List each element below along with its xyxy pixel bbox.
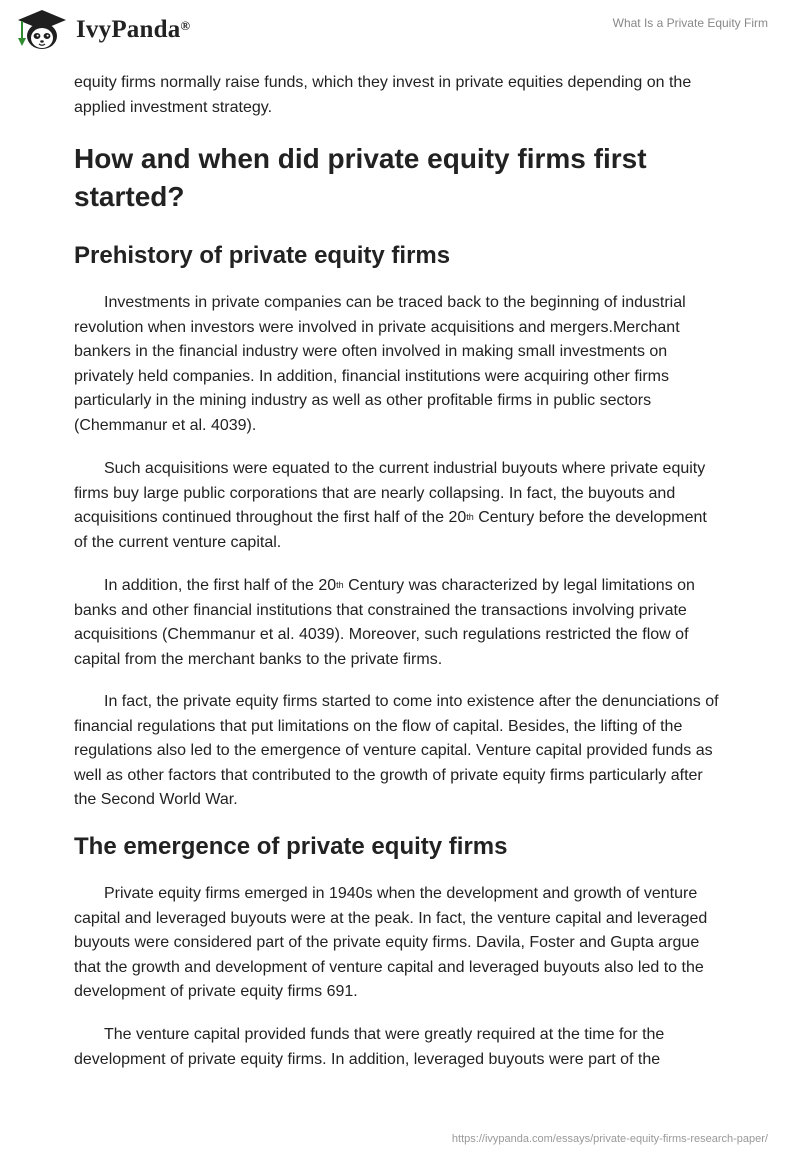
- paragraph-4: In fact, the private equity firms started to come into existence after the denunciations of financial regulations that put limitations on the flow of capital. Besides, the lifting of the regulations also led to the emergence of venture capital. Venture capital provided funds as well as other factors that contributed to the growth of private equity firms particularly after the Second World War.: [74, 693, 719, 809]
- subheading-prehistory: Prehistory of private equity firms: [74, 242, 451, 269]
- page-header: [0, 0, 800, 70]
- subheading-emergence: The emergence of private equity firms: [74, 833, 508, 860]
- source-url-link[interactable]: https://ivypanda.com/essays/private-equity-firms-research-paper/: [451, 1133, 768, 1145]
- ivypanda-logo[interactable]: [14, 8, 190, 52]
- paragraph-6: The venture capital provided funds that were greatly required at the time for the development of private equity firms. In addition, leveraged buyouts were part of the: [74, 1026, 665, 1068]
- panda-graduate-icon: [14, 8, 70, 52]
- paragraph-5: Private equity firms emerged in 1940s when the development and growth of venture capital and leveraged buyouts were at the peak. In fact, the venture capital and leveraged buyouts were considered part of the private equity firms. Davila, Foster and Gupta argue that the growth and development of venture capital and leveraged buyouts also led to the development of private equity firms 691.: [74, 885, 708, 1001]
- brand-name: IvyPanda®: [76, 16, 191, 43]
- paragraph-1: Investments in private companies can be traced back to the beginning of industrial revolution when investors were involved in private acquisitions and mergers.Merchant bankers in the financial industry were often involved in making small investments on privately held companies. In addition, financial institutions were acquiring other firms particularly in the mining industry as well as other profitable firms in public sectors (Chemmanur et al. 4039).: [74, 294, 686, 434]
- intro-paragraph: equity firms normally raise funds, which they invest in private equities depending on the applied investment strategy.: [74, 74, 692, 116]
- section-heading: How and when did private equity firms first started?: [74, 143, 647, 212]
- paragraph-3: In addition, the first half of the 20th Century was characterized by legal limitations on banks and other financial institutions that constrained the transactions involving private acquisitions (Chemmanur et al. 4039). Moreover, such regulations restricted the flow of capital from the merchant banks to the private firms.: [74, 577, 695, 668]
- paragraph-2: Such acquisitions were equated to the current industrial buyouts where private equity firms buy large public corporations that are nearly collapsing. In fact, the buyouts and acquisitions continued throughout the first half of the 20th Century before the development of the current venture capital.: [74, 460, 707, 551]
- document-title: What Is a Private Equity Firm: [612, 16, 768, 30]
